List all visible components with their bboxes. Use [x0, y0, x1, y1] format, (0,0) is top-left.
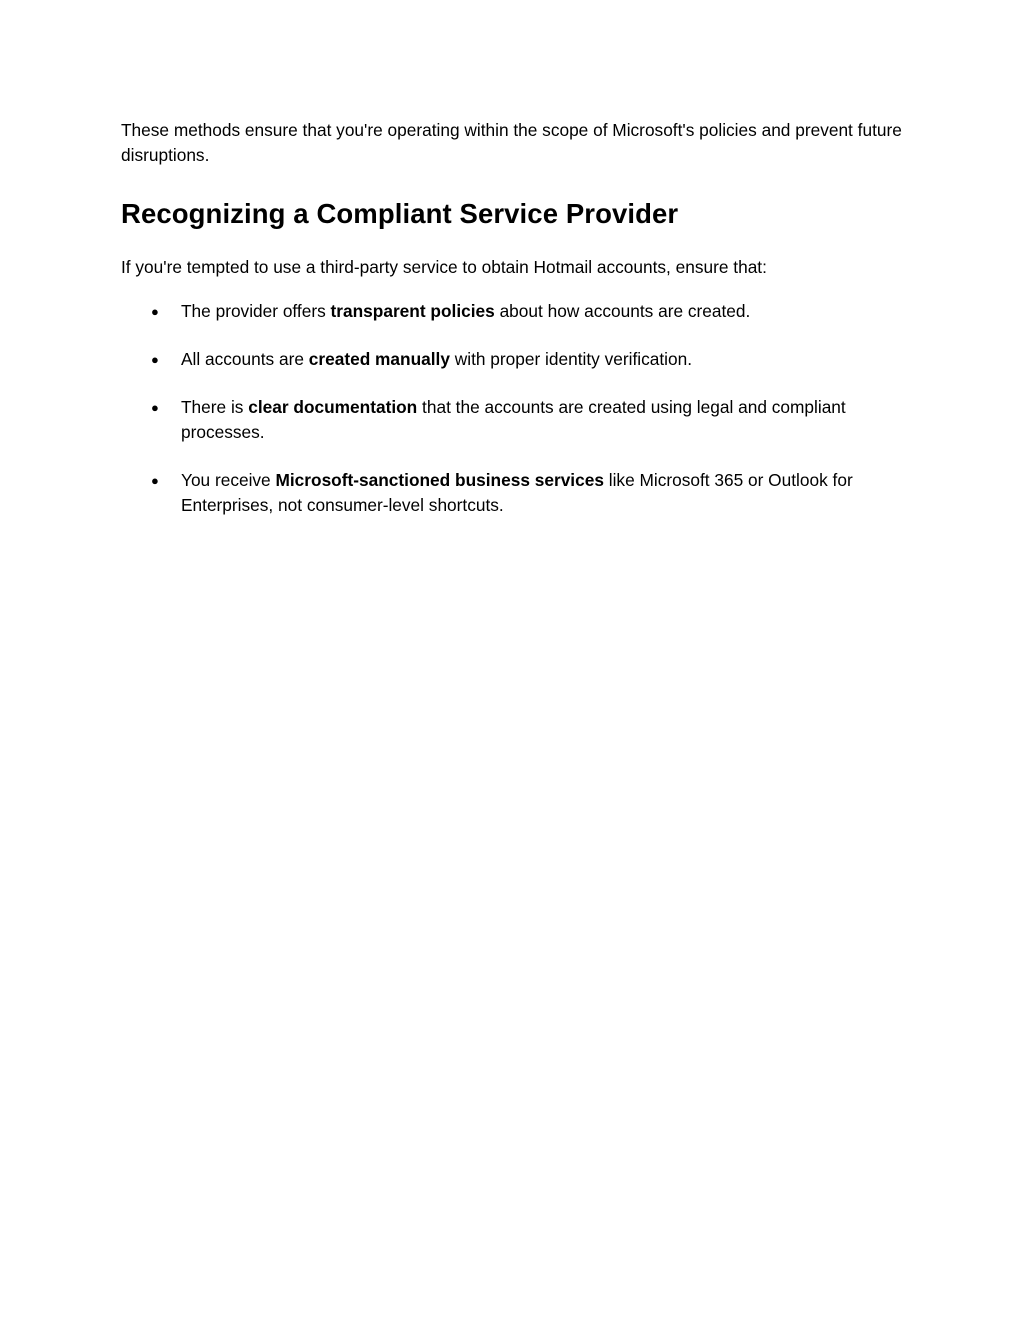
- list-item: [121, 299, 911, 324]
- list-item-text-before: The provider offers: [181, 301, 331, 321]
- list-item-bold-text: created manually: [308, 349, 450, 369]
- requirements-list: [121, 299, 911, 518]
- list-item: [121, 347, 911, 372]
- bullet-icon: ●: [151, 304, 159, 319]
- list-item-bold-text: clear documentation: [248, 397, 418, 417]
- bullet-icon: ●: [151, 352, 159, 367]
- lead-paragraph: If you're tempted to use a third-party service to obtain Hotmail accounts, ensure that:: [121, 257, 767, 277]
- list-item: [121, 468, 911, 518]
- list-item-text-before: All accounts are: [181, 349, 309, 369]
- list-item-text-before: There is: [181, 397, 249, 417]
- list-item-text-after: that the accounts are created using legal and compliant processes.: [181, 397, 846, 442]
- section-heading: Recognizing a Compliant Service Provider: [121, 198, 679, 229]
- list-item: [121, 395, 911, 445]
- list-item-text-after: with proper identity verification.: [449, 349, 693, 369]
- list-item-bold-text: transparent policies: [330, 301, 495, 321]
- bullet-icon: ●: [151, 473, 159, 488]
- list-item-bold-text: Microsoft-sanctioned business services: [275, 470, 604, 490]
- intro-paragraph: These methods ensure that you're operating within the scope of Microsoft's policies and prevent future disruptions.: [121, 120, 902, 165]
- document-page: [121, 118, 911, 541]
- list-item-text-before: You receive: [181, 470, 276, 490]
- list-item-text-after: like Microsoft 365 or Outlook for Enterprises, not consumer-level shortcuts.: [181, 470, 853, 515]
- list-item-text-after: about how accounts are created.: [494, 301, 751, 321]
- bullet-icon: ●: [151, 400, 159, 415]
